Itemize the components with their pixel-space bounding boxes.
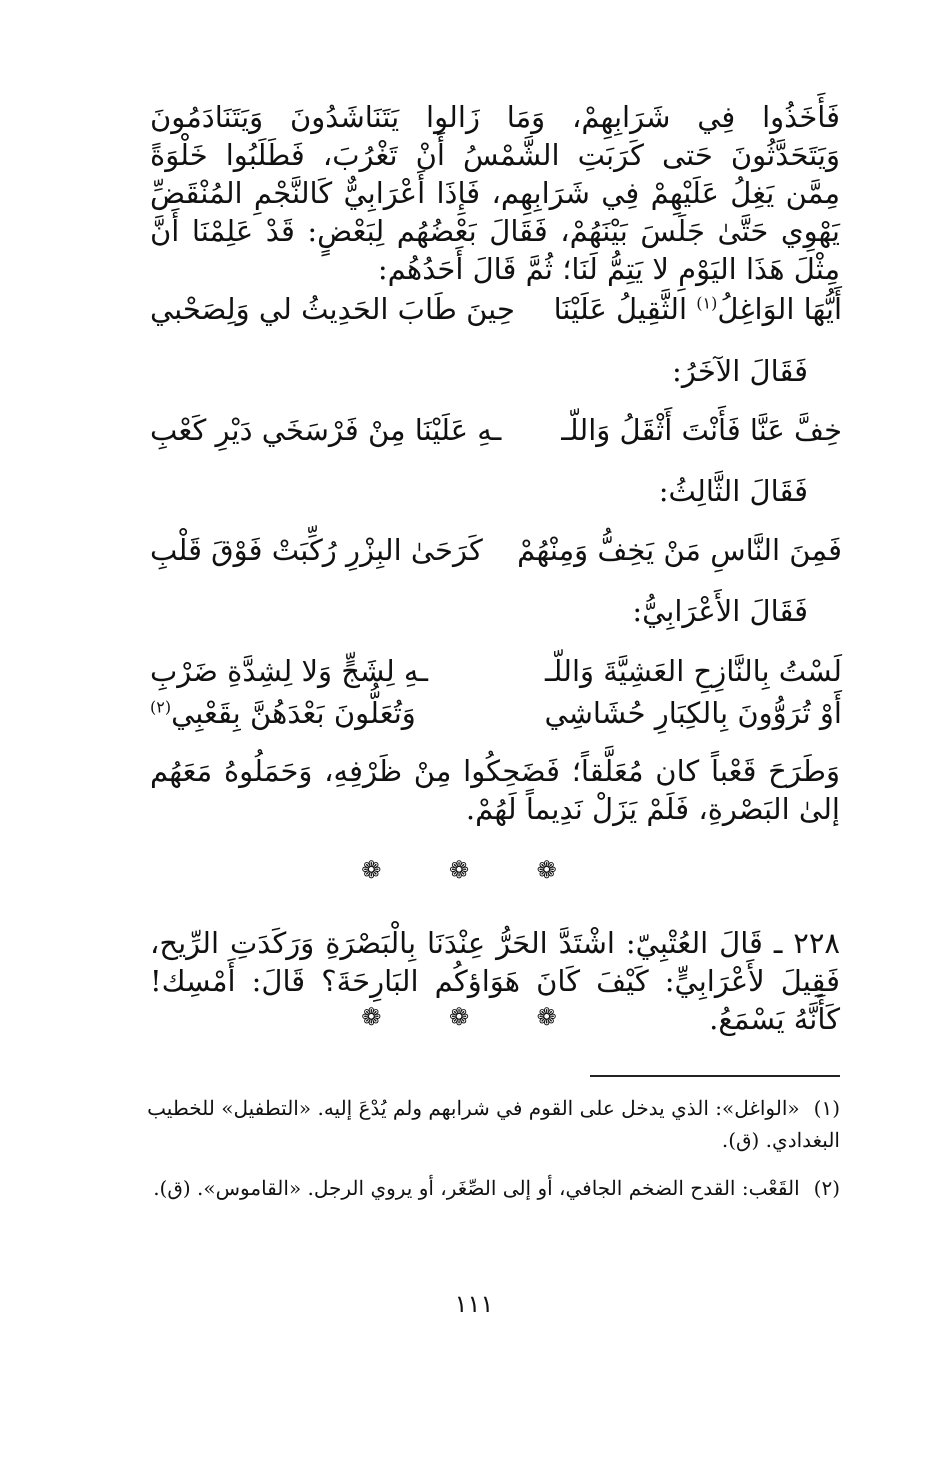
verse-1-second-hemistich: حِينَ طَابَ الحَدِيثُ لي وَلِصَحْبي <box>150 292 515 326</box>
verse-5-second-hemistich <box>150 696 416 730</box>
footnote-ref-2[interactable]: (٢) <box>150 697 172 717</box>
verse-3-second-hemistich: كَرَحَىٰ البِزْرِ رُكِّبَتْ فَوْقَ قَلْبِ <box>150 533 483 567</box>
verse-4-second-hemistich: ـهِ لِشَجٍّ وَلا لِشِدَّةِ ضَرْبِ <box>150 654 428 688</box>
verse-line-5 <box>150 696 842 736</box>
verse-line-3 <box>150 533 842 573</box>
paragraph-opening: فَأَخَذُوا فِي شَرَابِهِمْ، وَمَا زَالوا يَتَنَاشَدُونَ وَيَتَنَادَمُونَ وَيَتَحَدَّثُونَ حَتى كَرَبَتِ الشَّمْسُ أَنْ تَغْرُبَ، فَطَلَبُوا خَلْوَةً مِمَّن يَغِلُ عَلَيْهِمْ فِي شَرَابِهِم، فَإِذَا أَعْرَابِيٌّ كَالنَّجْمِ المُنْقَضِّ يَهْوِي حَتَّىٰ جَلَسَ بَيْنَهُمْ، فَقَالَ بَعْضُهُم لِبَعْضٍ: قَدْ عَلِمْنَا أَنَّ مِثْلَ هَذَا اليَوْمِ لا يَتِمُّ لَنَا؛ ثُمَّ قَالَ أَحَدُهُم: <box>150 100 840 286</box>
footnote-1-number: (١) <box>813 1096 840 1120</box>
paragraph-closing: وَطَرَحَ قَعْباً كان مُعَلَّقاً؛ فَضَحِكُوا مِنْ ظَرْفِهِ، وَحَمَلُوهُ مَعَهُم إلىٰ البَصْرةِ، فَلَمْ يَزَلْ نَدِيماً لَهُمْ. <box>150 754 840 826</box>
verse-1-part-b: الثَّقِيلُ عَلَيْنَا <box>553 292 688 326</box>
section-separator-2: ❁ ❁ ❁ <box>361 1003 587 1031</box>
verse-5-first-hemistich: أَوْ تُرَوُّونَ بِالكِبَارِ حُشَاشِي <box>544 696 842 730</box>
verse-1-first-hemistich <box>554 292 842 326</box>
verse-1-part-a: أَيُّهَا الوَاغِلُ <box>717 292 842 326</box>
verse-5-part-b: وَتُعَلُّونَ بَعْدَهُنَّ بِقَعْبِي <box>171 696 416 730</box>
verse-2-first-hemistich: خِفَّ عَنَّا فَأَنْتَ أَثْقَلُ وَاللّـ <box>561 413 842 447</box>
speaker-label-other: فَقَالَ الآخَرُ: <box>672 354 808 388</box>
verse-line-2 <box>150 413 842 453</box>
footnote-2-text: القَعْب: القدح الضخم الجافي، أو إلى الصِّغَر، أو يروي الرجل. «القاموس». (ق). <box>153 1176 800 1200</box>
page-number: ١١١ <box>454 1290 494 1318</box>
verse-2-second-hemistich: ـهِ عَلَيْنَا مِنْ فَرْسَخَي دَيْرِ كَعْبِ <box>150 413 502 447</box>
footnote-1-text: «الواغل»: الذي يدخل على القوم في شرابهم ولم يُدْعَ إليه. «التطفيل» للخطيب البغدادي. (ق). <box>147 1096 840 1152</box>
verse-line-4 <box>150 654 842 694</box>
paragraph-anecdote-228: ٢٢٨ ـ قَالَ العُتْبِيّ: اشْتَدَّ الحَرُّ عِنْدَنَا بِالْبَصْرَةِ وَرَكَدَتِ الرِّيح، فَقِيلَ لأَعْرَابِيٍّ: كَيْفَ كَانَ هَوَاؤكُم البَارِحَةَ؟ قَالَ: أَمْسِك! كَأَنَّهُ يَسْمَعُ. <box>150 926 840 1036</box>
footnote-2-number: (٢) <box>813 1176 840 1200</box>
section-separator-1: ❁ ❁ ❁ <box>361 856 587 884</box>
footnote-ref-1[interactable]: (١) <box>696 293 718 313</box>
verse-line-1 <box>150 292 842 332</box>
footnote-2 <box>140 1172 840 1204</box>
verse-4-first-hemistich: لَسْتُ بِالنَّازِحِ العَشِيَّةَ وَاللّـ <box>545 654 842 688</box>
footnote-1 <box>140 1092 840 1156</box>
footnote-divider <box>590 1075 840 1077</box>
verse-3-first-hemistich: فَمِنَ النَّاسِ مَنْ يَخِفُّ وَمِنْهُمْ <box>517 533 842 567</box>
speaker-label-bedouin: فَقَالَ الأَعْرَابِيُّ: <box>632 594 808 628</box>
speaker-label-third: فَقَالَ الثَّالِثُ: <box>658 474 808 508</box>
